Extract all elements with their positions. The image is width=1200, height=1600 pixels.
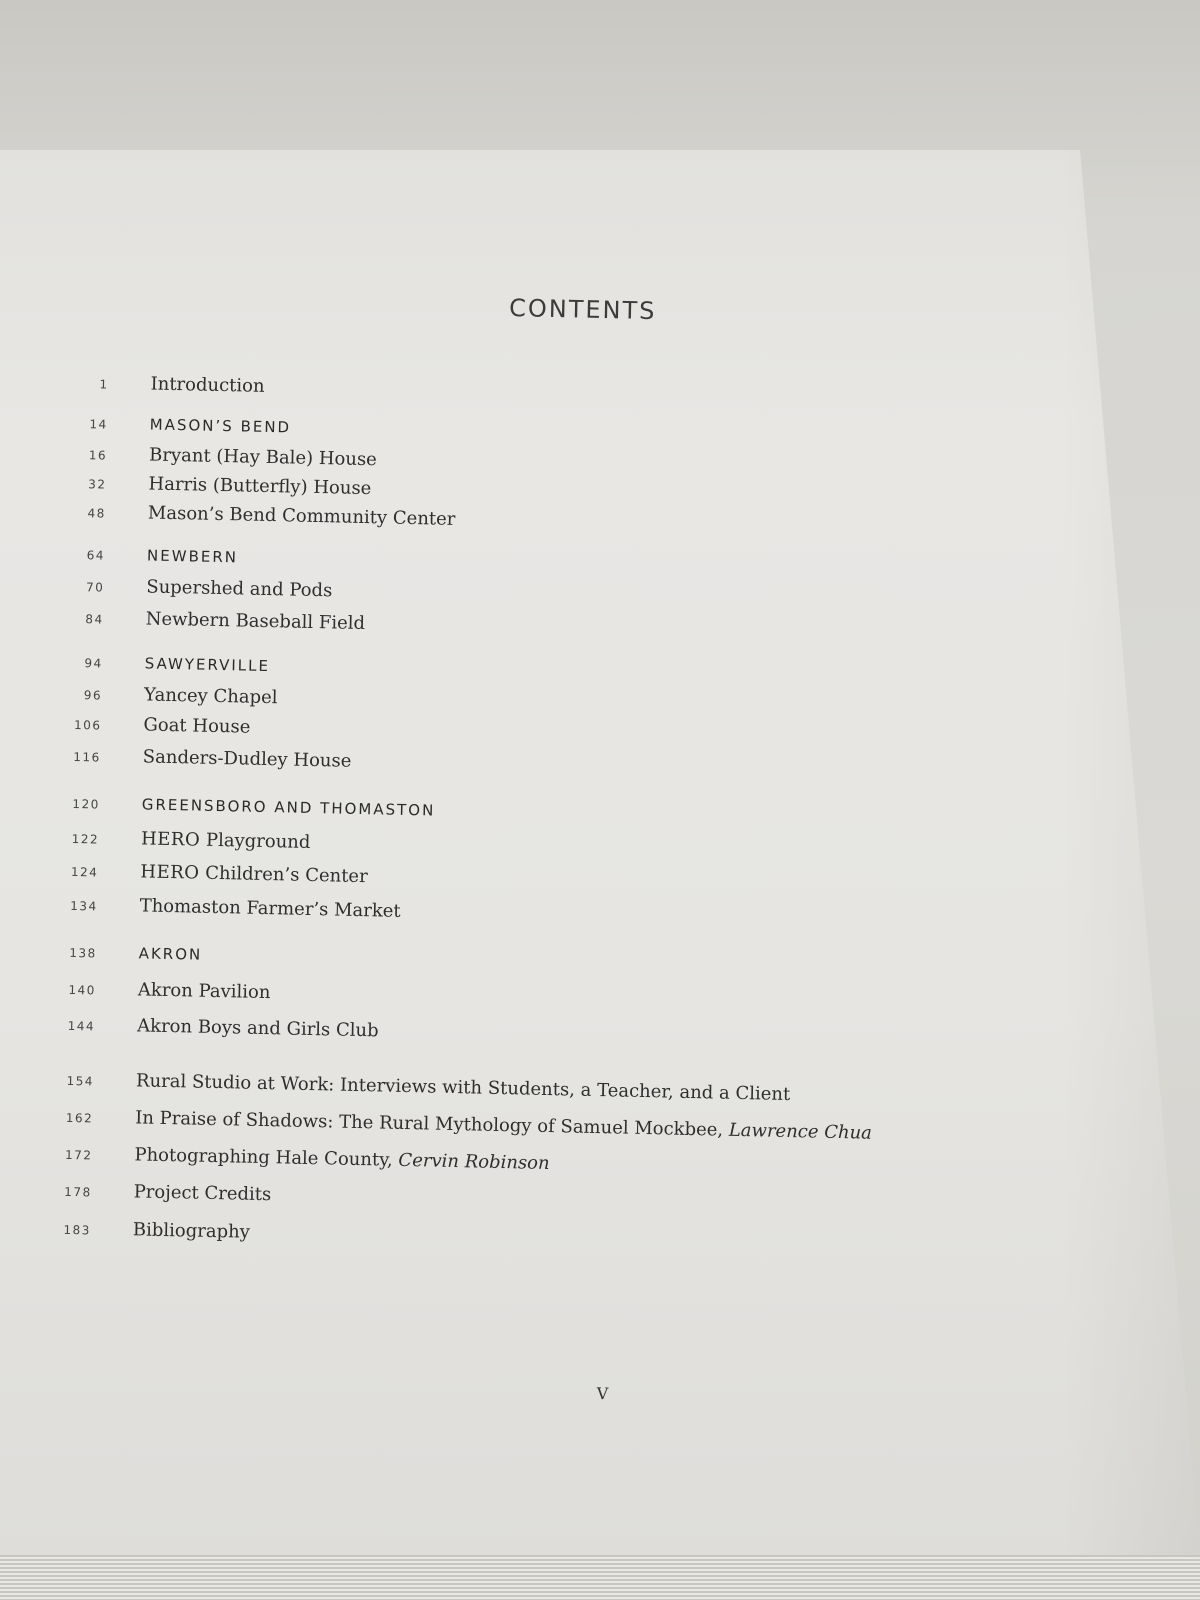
entry-title: Bibliography — [132, 1219, 251, 1243]
entry-title: Bryant (Hay Bale) House — [148, 444, 378, 471]
page-number: 144 — [67, 1018, 96, 1034]
section-title: AKRON — [138, 944, 203, 964]
page-number: 48 — [87, 506, 107, 521]
page-number: 122 — [71, 831, 100, 847]
entry-title — [141, 828, 311, 853]
entry-title — [140, 861, 368, 887]
page-number: 94 — [84, 656, 103, 671]
page-number: 116 — [73, 749, 101, 765]
page-number: 32 — [88, 477, 107, 492]
page-number: 183 — [63, 1222, 92, 1238]
page-number: 134 — [70, 898, 98, 914]
page-number: 96 — [83, 688, 103, 703]
page-folio: V — [596, 1384, 609, 1404]
entry-title: Akron Pavilion — [137, 979, 271, 1004]
entry-title: Project Credits — [133, 1181, 272, 1206]
section-title: GREENSBORO AND THOMASTON — [141, 795, 436, 820]
entry-author: Lawrence Chua — [728, 1119, 873, 1144]
page-number: 172 — [64, 1147, 93, 1163]
entry-title: Akron Boys and Girls Club — [136, 1015, 379, 1042]
page-number: 1 — [99, 377, 109, 392]
page-number: 138 — [69, 945, 97, 961]
entry-title — [134, 1144, 550, 1174]
entry-title: Mason’s Bend Community Center — [147, 502, 456, 530]
page-number: 154 — [66, 1073, 95, 1089]
page-number: 124 — [70, 864, 99, 880]
page-number: 64 — [86, 548, 106, 563]
page-number: 14 — [89, 417, 108, 432]
page-number: 162 — [65, 1110, 94, 1126]
page-number: 178 — [64, 1184, 92, 1200]
page-number: 70 — [85, 580, 105, 595]
page-number: 140 — [68, 982, 97, 998]
entry-title-text: Playground — [205, 829, 311, 853]
entry-title: Supershed and Pods — [146, 576, 333, 602]
entry-title: Rural Studio at Work: Interviews with Students, a Teacher, and a Client — [135, 1070, 791, 1106]
entry-title: Goat House — [143, 714, 251, 738]
entry-title: Yancey Chapel — [143, 684, 278, 709]
entry-title: Sanders-Dudley House — [142, 746, 352, 772]
section-title: NEWBERN — [146, 546, 239, 567]
entry-title: Harris (Butterfly) House — [148, 473, 372, 500]
entry-title-text: Photographing Hale County, — [134, 1144, 393, 1171]
contents-heading: CONTENTS — [508, 293, 657, 326]
section-title: MASON’S BEND — [149, 415, 292, 437]
entry-title-text: In Praise of Shadows: The Rural Mythology of Samuel Mockbee, — [135, 1107, 724, 1141]
entry-title-text: Children’s Center — [205, 862, 368, 888]
hero-prefix: HERO — [140, 861, 200, 884]
hero-prefix: HERO — [140, 828, 201, 851]
section-title: SAWYERVILLE — [144, 654, 271, 676]
entry-author: Cervin Robinson — [398, 1149, 550, 1175]
page-number: 106 — [73, 717, 102, 733]
entry-title: Thomaston Farmer’s Market — [139, 895, 401, 922]
page-number: 16 — [88, 448, 108, 463]
entry-title: Introduction — [150, 373, 265, 397]
entry-title: Newbern Baseball Field — [145, 608, 366, 635]
page-number: 84 — [85, 612, 104, 627]
page-number: 120 — [72, 796, 100, 812]
